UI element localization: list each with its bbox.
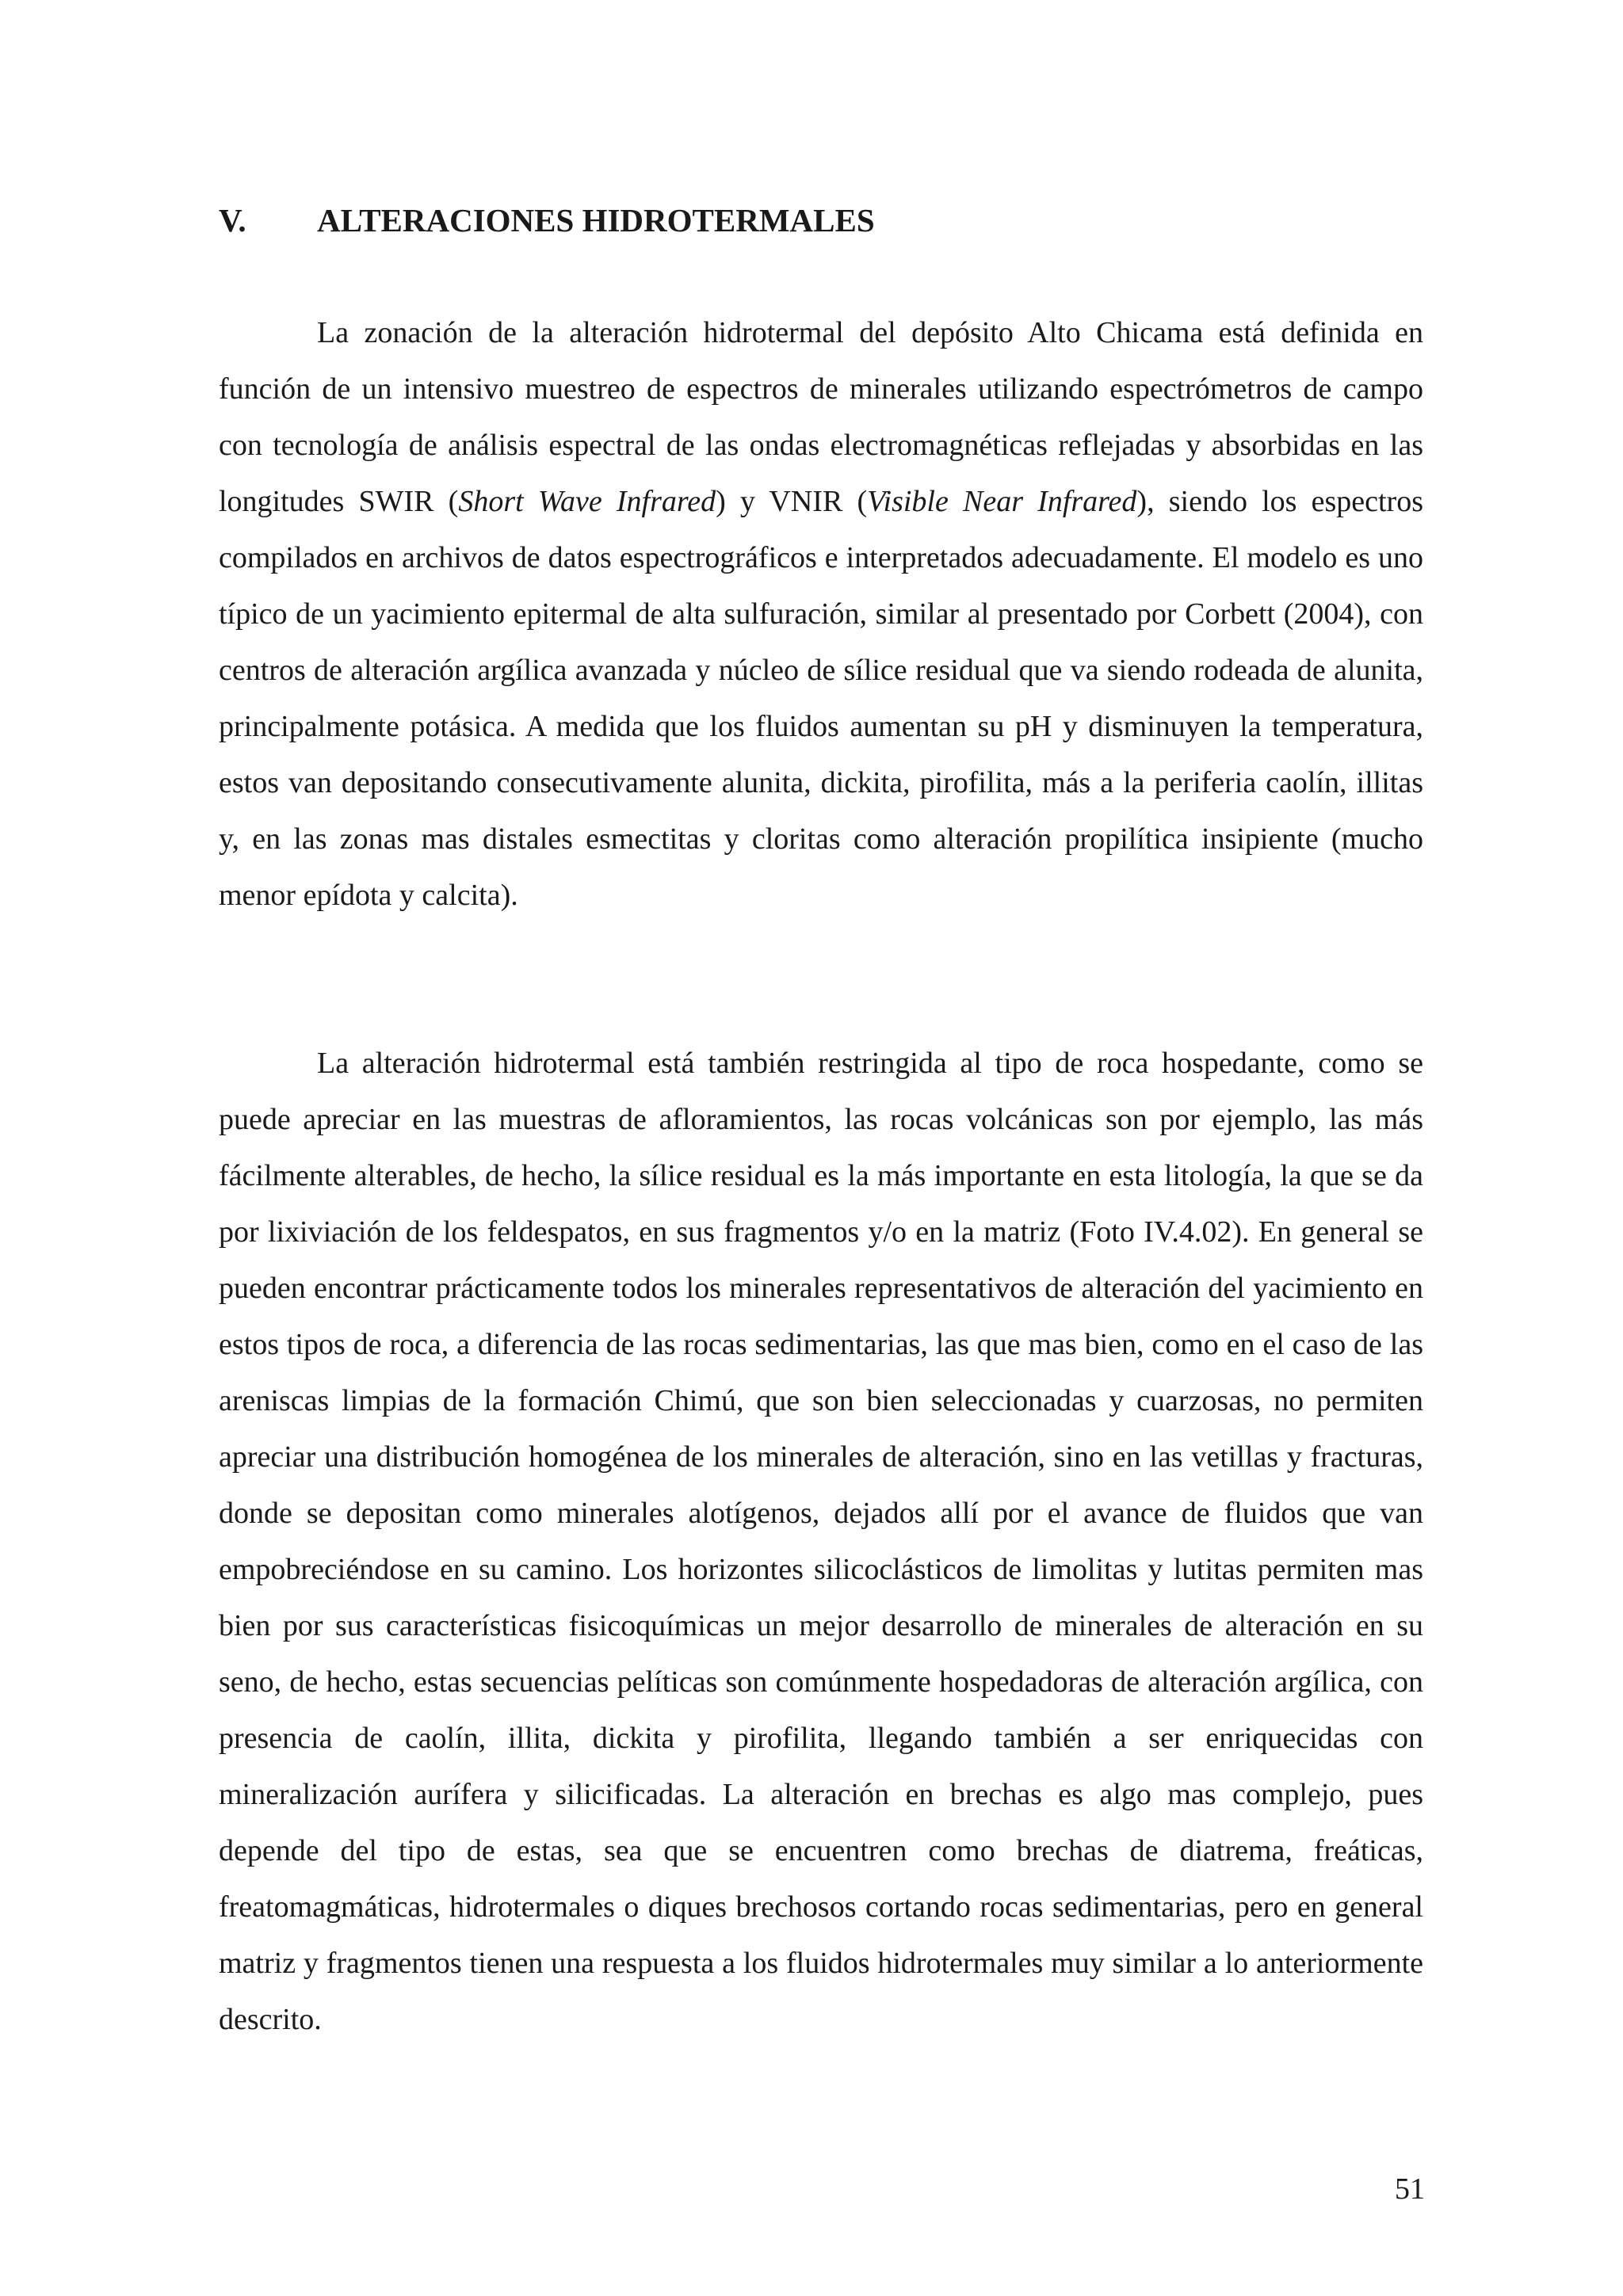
paragraph-2: La alteración hidrotermal está también restringida al tipo de roca hospedante, como se puede apreciar en las muestras de afloramientos, las rocas volcánicas son por ejemplo, las más fácilmente alterables, de hecho, la sílice residual es la más importante en esta litología, la que se da por lixiviación de los feldespatos, en sus fragmentos y/o en la matriz (Foto IV.4.02). En general se pueden encontrar prácticamente todos los minerales representativos de alteración del yacimiento en estos tipos de roca, a diferencia de las rocas sedimentarias, las que mas bien, como en el caso de las areniscas limpias de la formación Chimú, que son bien seleccionadas y cuarzosas, no permiten apreciar una distribución homogénea de los minerales de alteración, sino en las vetillas y fracturas, donde se depositan como minerales alotígenos, dejados allí por el avance de fluidos que van empobreciéndose en su camino. Los horizontes silicoclásticos de limolitas y lutitas permiten mas bien por sus características fisicoquímicas un mejor desarrollo de minerales de alteración en su seno, de hecho, estas secuencias pelíticas son comúnmente hospedadoras de alteración argílica, con presencia de caolín, illita, dickita y pirofilita, llegando también a ser enriquecidas con mineralización aurífera y silicificadas. La alteración en brechas es algo mas complejo, pues depende del tipo de estas, sea que se encuentren como brechas de diatrema, freáticas, freatomagmáticas, hidrotermales o diques brechosos cortando rocas sedimentarias, pero en general matriz y fragmentos tienen una respuesta a los fluidos hidrotermales muy similar a lo anteriormente descrito.: [219, 1047, 1423, 2036]
section-title: ALTERACIONES HIDROTERMALES: [317, 202, 875, 238]
paragraph-1-text-b: ) y VNIR (: [716, 485, 868, 518]
page-number: 51: [1395, 2172, 1425, 2206]
section-heading: [219, 198, 1423, 242]
paragraph-1-block: [219, 305, 1423, 924]
section-number: V.: [219, 202, 246, 238]
paragraph-1-italic-vnir: Visible Near Infrared: [867, 485, 1137, 518]
paragraph-1-text-a: La zonación de la alteración hidrotermal del depósito Alto Chicama está definida en función de un intensivo muestreo de espectros de minerales utilizando espectrómetros de campo con tecnología de análisis espectral de las ondas electromagnéticas reflejadas y absorbidas en las longitudes SWIR (: [219, 316, 1423, 518]
paragraph-1-text-c: ), siendo los espectros compilados en archivos de datos espectrográficos e interpretados adecuadamente. El modelo es uno típico de un yacimiento epitermal de alta sulfuración, similar al presentado por Corbett (2004), con centros de alteración argílica avanzada y núcleo de sílice residual que va siendo rodeada de alunita, principalmente potásica. A medida que los fluidos aumentan su pH y disminuyen la temperatura, estos van depositando consecutivamente alunita, dickita, pirofilita, más a la periferia caolín, illitas y, en las zonas mas distales esmectitas y cloritas como alteración propilítica insipiente (mucho menor epídota y calcita).: [219, 485, 1424, 912]
paragraph-2-block: [219, 1035, 1423, 2048]
paragraph-1-italic-swir: Short Wave Infrared: [458, 485, 716, 518]
paragraph-1: [219, 305, 1423, 924]
